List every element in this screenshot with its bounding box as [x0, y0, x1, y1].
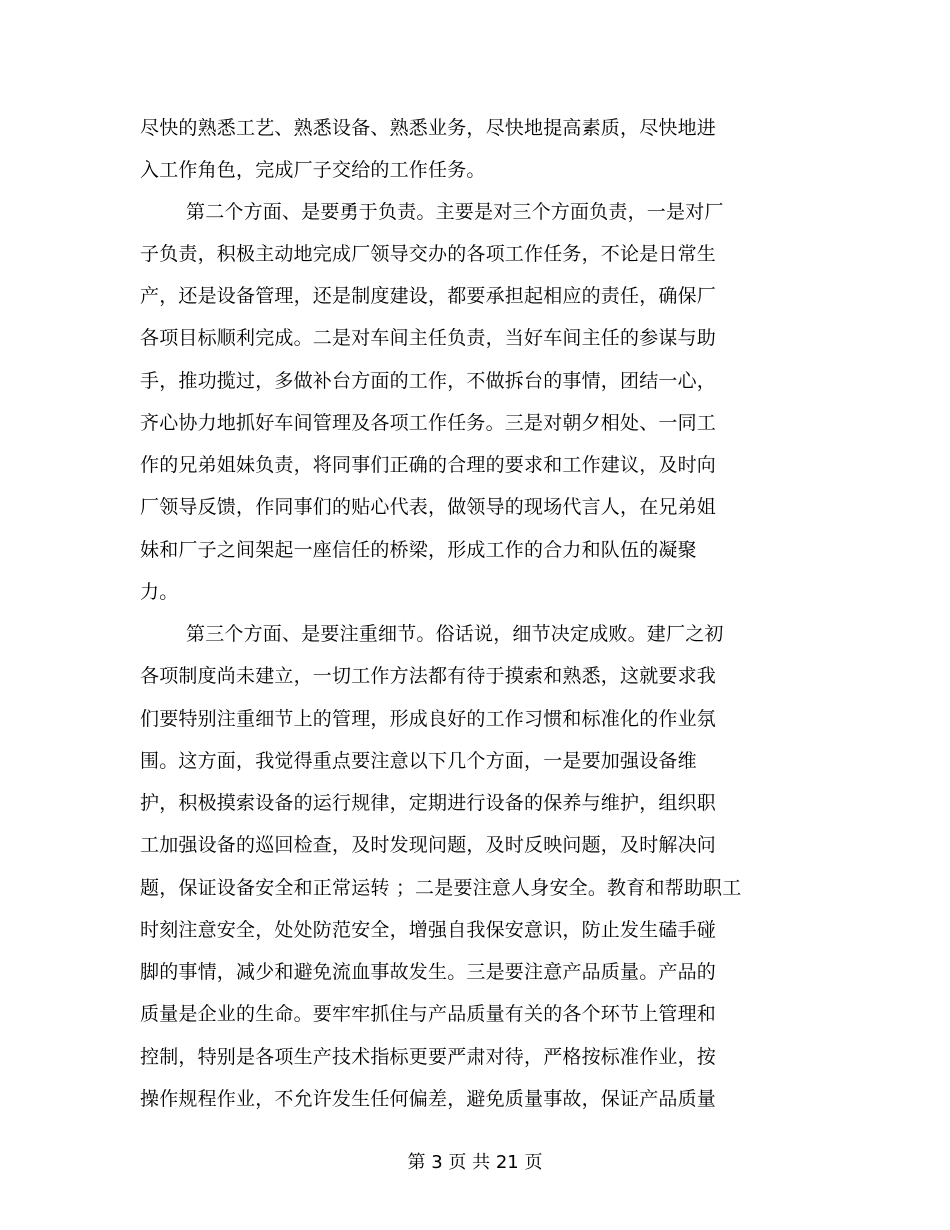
text-line: 第二个方面、是要勇于负责。主要是对三个方面负责，一是对厂	[186, 201, 724, 223]
text-line: 围。这方面，我觉得重点要注意以下几个方面，一是要加强设备维	[140, 750, 697, 772]
text-line: 们要特别注重细节上的管理，形成良好的工作习惯和标准化的作业氛	[140, 708, 717, 730]
text-line: 护，积极摸索设备的运行规律，定期进行设备的保养与维护，组织职	[140, 792, 717, 814]
text-line: 厂领导反馈，作同事们的贴心代表，做领导的现场代言人，在兄弟姐	[140, 496, 717, 518]
text-line: 第三个方面、是要注重细节。俗话说，细节决定成败。建厂之初	[186, 623, 724, 645]
text-line: 各项制度尚未建立，一切工作方法都有待于摸索和熟悉，这就要求我	[140, 665, 717, 687]
text-line: 妹和厂子之间架起一座信任的桥梁，形成工作的合力和队伍的凝聚	[140, 539, 697, 561]
text-line: 齐心协力地抓好车间管理及各项工作任务。三是对朝夕相处、一同工	[140, 412, 717, 434]
text-line: 作的兄弟姐妹负责，将同事们正确的合理的要求和工作建议，及时向	[140, 454, 717, 476]
text-line: 控制，特别是各项生产技术指标更要严肃对待，严格按标准作业，按	[140, 1046, 717, 1068]
text-line: 力。	[140, 581, 179, 603]
text-line: 尽快的熟悉工艺、熟悉设备、熟悉业务，尽快地提高素质，尽快地进	[140, 117, 717, 139]
page-number-footer: 第 3 页 共 21 页	[407, 1152, 543, 1173]
text-line: 各项目标顺利完成。二是对车间主任负责，当好车间主任的参谋与助	[140, 327, 717, 349]
text-line: 产，还是设备管理，还是制度建设，都要承担起相应的责任，确保厂	[140, 285, 717, 307]
text-line: 题，保证设备安全和正常运转 ；二是要注意人身安全。教育和帮助职工	[140, 877, 742, 899]
text-line: 质量是企业的生命。要牢牢抓住与产品质量有关的各个环节上管理和	[140, 1003, 717, 1025]
text-line: 子负责，积极主动地完成厂领导交办的各项工作任务，不论是日常生	[140, 243, 717, 265]
text-line: 操作规程作业，不允许发生任何偏差，避免质量事故，保证产品质量	[140, 1088, 717, 1110]
text-line: 脚的事情，减少和避免流血事故发生。三是要注意产品质量。产品的	[140, 961, 717, 983]
text-line: 手，推功揽过，多做补台方面的工作，不做拆台的事情，团结一心，	[140, 370, 717, 392]
text-line: 入工作角色，完成厂子交给的工作任务。	[140, 159, 486, 181]
text-line: 工加强设备的巡回检查，及时发现问题，及时反映问题，及时解决问	[140, 834, 717, 856]
text-line: 时刻注意安全，处处防范安全，增强自我保安意识，防止发生磕手碰	[140, 919, 717, 941]
